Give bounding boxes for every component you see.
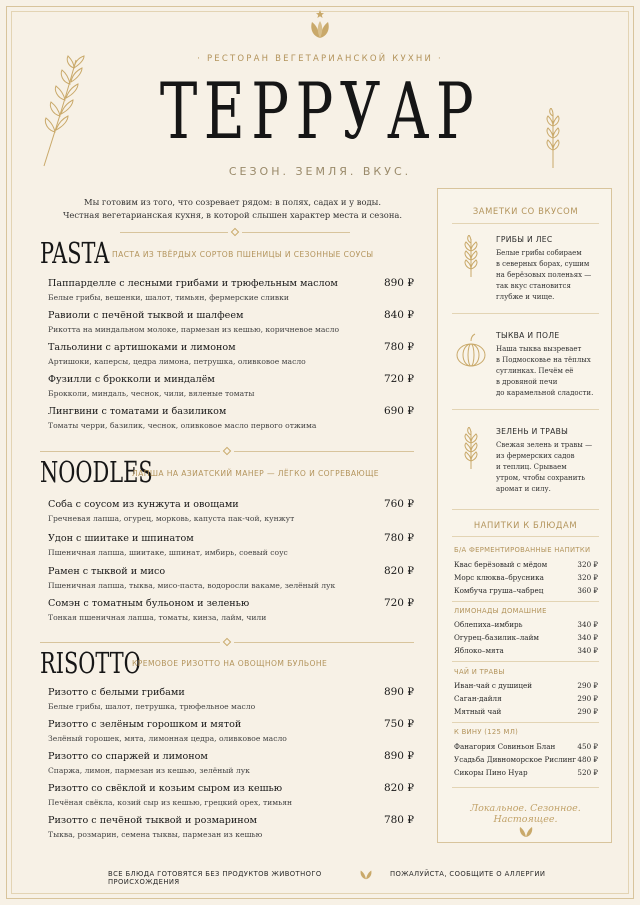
dish-description: Белые грибы, шалот, петрушка, трюфельное масло	[48, 702, 256, 711]
dish-price: 890 ₽	[383, 750, 414, 762]
dish-name: Рамен с тыквой и мисо	[48, 566, 166, 577]
note-line: Наша тыква вызревает	[496, 345, 582, 353]
section-header-risotto	[40, 646, 420, 680]
dish-description: Белые грибы, вешенки, шалот, тимьян, фермерские сливки	[48, 293, 289, 302]
note-text	[496, 440, 608, 495]
wheat-icon	[454, 235, 488, 279]
dish-price: 780 ₽	[383, 341, 414, 353]
intro-line: Честная вегетарианская кухня, в которой слышен характер места и сезона.	[62, 210, 403, 220]
section-title: NOODLES	[40, 455, 153, 489]
drink-price: 480 ₽	[577, 755, 598, 764]
note-line: в дровяной печи	[496, 378, 558, 386]
drink-price: 520 ₽	[577, 768, 598, 777]
section-header-pasta	[40, 236, 420, 270]
leaf-icon	[359, 868, 373, 880]
drink-name: Усадьба Дивноморское Рислинг	[454, 755, 577, 764]
dish-description: Гречневая лапша, огурец, морковь, капуста пак-чой, кунжут	[48, 514, 295, 523]
note-line: и теплиц. Срываем	[496, 463, 567, 471]
dish-description: Томаты черри, базилик, чеснок, оливковое масло первого отжима	[48, 421, 317, 430]
dish-name: Соба с соусом из кунжута и овощами	[48, 499, 239, 510]
dish-name: Ризотто со спаржей и лимоном	[48, 751, 208, 762]
drink-price: 320 ₽	[577, 573, 598, 582]
tagline: СЕЗОН. ЗЕМЛЯ. ВКУС.	[228, 165, 412, 178]
dish-price: 820 ₽	[383, 565, 414, 577]
pumpkin-icon	[454, 331, 488, 375]
sidebar-divider	[452, 223, 599, 224]
dish-price: 820 ₽	[383, 782, 414, 794]
dish-name: Ризотто с белыми грибами	[48, 687, 185, 698]
drink-name: Облепиха–имбирь	[454, 620, 523, 629]
section-title: PASTA	[40, 236, 110, 270]
drink-name: Яблоко–мята	[454, 646, 504, 655]
dish-price: 760 ₽	[383, 498, 414, 510]
dish-description: Тонкая пшеничная лапша, томаты, кинза, лайм, чили	[48, 613, 267, 622]
drink-item	[454, 633, 598, 645]
drink-price: 340 ₽	[577, 646, 598, 655]
motto: Локальное. Сезонное. Настоящее.	[470, 803, 581, 825]
intro-line: Мы готовим из того, что созревает рядом: в полях, садах и у воды.	[84, 197, 381, 207]
dish-description: Тыква, розмарин, семена тыквы, пармезан из кешью	[48, 830, 263, 839]
dish-description: Артишоки, каперсы, цедра лимона, петрушка, оливковое масло	[48, 357, 306, 366]
dish-description: Зелёный горошек, мята, лимонная цедра, оливковое масло	[48, 734, 287, 743]
sidebar-divider	[452, 313, 599, 314]
dish-name: Паппарделле с лесными грибами и трюфельным маслом	[48, 278, 338, 289]
note-line: так вкус становится	[496, 282, 571, 290]
sidebar-divider	[452, 661, 599, 662]
note-line: аромат и силу.	[496, 485, 551, 493]
drink-name: Морс клюква–брусника	[454, 573, 544, 582]
drink-item	[454, 742, 598, 754]
drink-item	[454, 755, 598, 767]
note-title: ГРИБЫ И ЛЕС	[496, 235, 553, 244]
drink-name: Огурец–базилик–лайм	[454, 633, 539, 642]
drink-name: Сикоры Пино Нуар	[454, 768, 528, 777]
drink-price: 320 ₽	[577, 560, 598, 569]
dish-description: Спаржа, лимон, пармезан из кешью, зелёный лук	[48, 766, 250, 775]
dish-price: 750 ₽	[383, 718, 414, 730]
dish-name: Ризотто со свёклой и козьим сыром из кешью	[48, 783, 283, 794]
drink-category: ЧАЙ И ТРАВЫ	[454, 668, 505, 676]
dish-name: Фузилли с брокколи и миндалём	[48, 374, 215, 385]
drink-item	[454, 560, 598, 572]
sidebar-divider	[452, 509, 599, 510]
sidebar-panel	[437, 188, 612, 843]
sidebar-divider	[452, 536, 599, 537]
dish-name: Сомэн с томатным бульоном и зеленью	[48, 598, 250, 609]
note-text	[496, 344, 608, 399]
dish-price: 780 ₽	[383, 814, 414, 826]
dish-price: 720 ₽	[383, 373, 414, 385]
section-subtitle: ЛАПША НА АЗИАТСКИЙ МАНЕР — ЛЁГКО И СОГРЕВАЮЩЕ	[132, 469, 379, 478]
note-line: до карамельной сладости.	[496, 389, 594, 397]
drinks-title: НАПИТКИ К БЛЮДАМ	[473, 520, 578, 530]
dish-description: Пшеничная лапша, тыква, мисо-паста, водоросли вакаме, зелёный лук	[48, 581, 336, 590]
sidebar-divider	[452, 722, 599, 723]
restaurant-title: ТЕРРУАР	[159, 67, 481, 157]
dish-name: Ризотто с печёной тыквой и розмарином	[48, 815, 257, 826]
sidebar-divider	[452, 601, 599, 602]
drink-price: 340 ₽	[577, 620, 598, 629]
dish-name: Равиоли с печёной тыквой и шалфеем	[48, 310, 244, 321]
notes-title: ЗАМЕТКИ СО ВКУСОМ	[472, 206, 579, 216]
drink-name: Мятный чай	[454, 707, 502, 716]
note-text	[496, 248, 608, 303]
dish-price: 720 ₽	[383, 597, 414, 609]
drink-price: 290 ₽	[577, 707, 598, 716]
note-line: суглинках. Печём её	[496, 367, 574, 375]
note-line: в северных борах, сушим	[496, 260, 590, 268]
dish-name: Удон с шиитаке и шпинатом	[48, 533, 194, 544]
drink-price: 290 ₽	[577, 681, 598, 690]
dish-price: 690 ₽	[383, 405, 414, 417]
note-line: глубже и чище.	[496, 293, 555, 301]
note-title: ЗЕЛЕНЬ И ТРАВЫ	[496, 427, 569, 436]
note-line: в Подмосковье на тёплых	[496, 356, 591, 364]
dish-price: 840 ₽	[383, 309, 414, 321]
drink-item	[454, 646, 598, 658]
note-line: Свежая зелень и травы —	[496, 441, 593, 449]
dish-name: Тальолини с артишоками и лимоном	[48, 342, 236, 353]
footer-vegan-note: ВСЕ БЛЮДА ГОТОВЯТСЯ БЕЗ ПРОДУКТОВ ЖИВОТНОГО ПРОИСХОЖДЕНИЯ	[108, 870, 322, 886]
wheat-branch-icon	[34, 54, 92, 170]
drink-name: Иван-чай с душицей	[454, 681, 533, 690]
dish-description: Пшеничная лапша, шиитаке, шпинат, имбирь, соевый соус	[48, 548, 288, 557]
intro-text	[40, 196, 425, 222]
drink-item	[454, 768, 598, 780]
drink-item	[454, 586, 598, 598]
dish-price: 890 ₽	[383, 277, 414, 289]
drink-price: 290 ₽	[577, 694, 598, 703]
drink-price: 340 ₽	[577, 633, 598, 642]
drink-item	[454, 573, 598, 585]
note-title: ТЫКВА И ПОЛЕ	[496, 331, 560, 340]
drink-item	[454, 620, 598, 632]
sidebar-divider	[452, 787, 599, 788]
section-subtitle: КРЕМОВОЕ РИЗОТТО НА ОВОЩНОМ БУЛЬОНЕ	[132, 659, 328, 668]
leaf-icon	[518, 825, 534, 837]
dish-description: Рикотта на миндальном молоке, пармезан из кешью, коричневое масло	[48, 325, 340, 334]
dish-price: 780 ₽	[383, 532, 414, 544]
drink-category: Б/А ФЕРМЕНТИРОВАННЫЕ НАПИТКИ	[454, 546, 591, 554]
dish-name: Ризотто с зелёным горошком и мятой	[48, 719, 242, 730]
note-line: Белые грибы собираем	[496, 249, 582, 257]
dish-name: Лингвини с томатами и базиликом	[48, 406, 227, 417]
sidebar-divider	[452, 409, 599, 410]
drink-item	[454, 681, 598, 693]
dish-price: 890 ₽	[383, 686, 414, 698]
note-line: утром, чтобы сохранить	[496, 474, 586, 482]
restaurant-subtitle: · РЕСТОРАН ВЕГЕТАРИАНСКОЙ КУХНИ ·	[197, 54, 443, 64]
note-line: на берёзовых поленьях —	[496, 271, 592, 279]
leaf-emblem-icon	[306, 8, 334, 42]
drink-item	[454, 694, 598, 706]
section-subtitle: ПАСТА ИЗ ТВЁРДЫХ СОРТОВ ПШЕНИЦЫ И СЕЗОННЫЕ СОУСЫ	[112, 250, 374, 259]
drink-category: ЛИМОНАДЫ ДОМАШНИЕ	[454, 607, 547, 615]
section-title: RISOTTO	[40, 646, 141, 680]
drink-price: 450 ₽	[577, 742, 598, 751]
drink-price: 360 ₽	[577, 586, 598, 595]
footer-allergy-note: ПОЖАЛУЙСТА, СООБЩИТЕ О АЛЛЕРГИИ	[390, 870, 546, 878]
drink-category: К ВИНУ (125 МЛ)	[454, 728, 519, 736]
drink-name: Саган-дайля	[454, 694, 502, 703]
section-header-noodles	[40, 455, 420, 489]
dish-description: Брокколи, миндаль, чеснок, чили, вяленые томаты	[48, 389, 255, 398]
dish-description: Печёная свёкла, козий сыр из кешью, грецкий орех, тимьян	[48, 798, 293, 807]
drink-name: Комбуча груша–чабрец	[454, 586, 544, 595]
drink-item	[454, 707, 598, 719]
drink-name: Квас берёзовый с мёдом	[454, 560, 548, 569]
herb-icon	[454, 427, 488, 471]
drink-name: Фанагория Совиньон Блан	[454, 742, 556, 751]
note-line: из фермерских садов	[496, 452, 575, 460]
